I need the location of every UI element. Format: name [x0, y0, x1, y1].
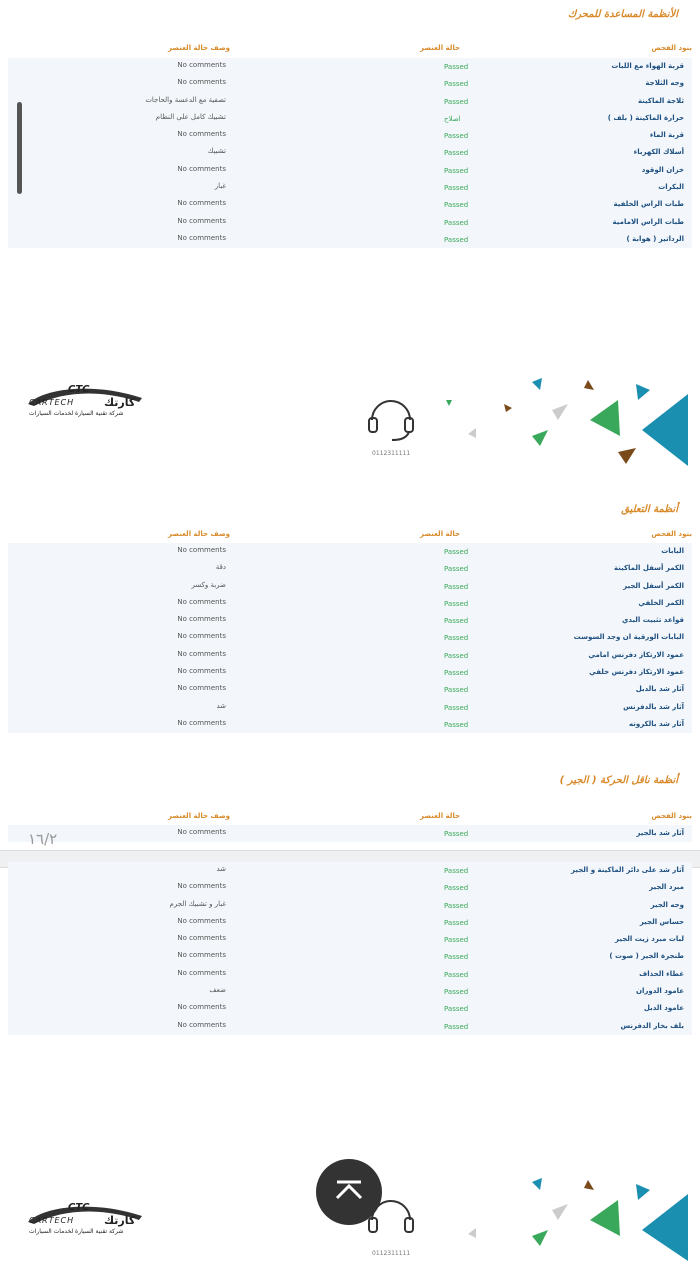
- cell-desc: No comments: [177, 1020, 226, 1029]
- table-row: [8, 948, 692, 965]
- cell-desc: No comments: [177, 882, 226, 891]
- cell-item: حساس الجير: [639, 917, 684, 926]
- cell-item: آثار شد على دائر الماكينة و الجير: [571, 866, 684, 874]
- cell-status: Passed: [444, 686, 469, 695]
- cell-desc: No comments: [177, 632, 226, 641]
- table-row: [8, 1000, 692, 1017]
- table-row: [8, 647, 692, 664]
- page-number: ١٦/٢: [28, 830, 58, 848]
- cell-item: وجه الثلاجة: [645, 79, 684, 88]
- cell-item: الرداتير ( هوابة ): [626, 234, 684, 243]
- cell-item: عمود الارتكاز دفرنس امامي: [588, 650, 684, 659]
- cell-item: عامود الدوران: [636, 987, 684, 996]
- cell-desc: No comments: [177, 597, 226, 606]
- cell-desc: No comments: [177, 951, 226, 960]
- cell-status: Passed: [444, 218, 469, 227]
- table-row: [8, 983, 692, 1000]
- cell-status: Passed: [444, 651, 469, 660]
- table-row: [8, 231, 692, 248]
- cell-item: عمود الارتكاز دفرنس خلفي: [589, 668, 684, 677]
- cell-status: Passed: [444, 184, 469, 193]
- cell-status: Passed: [444, 867, 469, 875]
- table-row: [8, 578, 692, 595]
- cell-status: Passed: [444, 830, 469, 838]
- cell-item: وجه الجير: [650, 900, 684, 909]
- header-item: بنود الفحص: [651, 530, 692, 538]
- cell-desc: No comments: [177, 828, 226, 836]
- cell-status: Passed: [444, 97, 469, 106]
- table-row: [8, 560, 692, 577]
- table-row: [8, 58, 692, 75]
- cell-desc: شد: [216, 865, 226, 873]
- page-footer: CTC كارتك CARTECH شركة تقنية السيارة لخدمات السيارات 0112311111: [0, 370, 700, 480]
- cell-status: Passed: [444, 149, 469, 158]
- table-row: [8, 664, 692, 681]
- cell-status: Passed: [444, 166, 469, 175]
- cell-desc: No comments: [177, 61, 226, 69]
- cell-desc: دقة: [215, 563, 226, 572]
- table-row: [8, 93, 692, 110]
- cell-desc: No comments: [177, 78, 226, 87]
- cell-status: Passed: [444, 548, 469, 556]
- cell-item: البكرات: [658, 183, 684, 192]
- cell-status: Passed: [444, 884, 469, 893]
- suspension-table: [8, 543, 692, 733]
- cell-desc: No comments: [177, 934, 226, 943]
- cell-desc: No comments: [177, 916, 226, 925]
- cell-item: آثار شد بالدبل: [635, 685, 684, 694]
- cell-item: بلف بخار الدفرنس: [620, 1021, 684, 1030]
- cell-item: الكمر أسفل الجير: [623, 581, 684, 590]
- cell-status: Passed: [444, 918, 469, 927]
- cell-status: Passed: [444, 970, 469, 979]
- table-row: [8, 966, 692, 983]
- table-row: [8, 196, 692, 213]
- table-row: [8, 879, 692, 896]
- table-row: [8, 162, 692, 179]
- cell-desc: No comments: [177, 968, 226, 977]
- header-item: بنود الفحص: [651, 44, 692, 52]
- cell-desc: غبار: [214, 182, 226, 191]
- table-row: [8, 699, 692, 716]
- header-status: حالة العنصر: [420, 44, 461, 52]
- table-row: [8, 612, 692, 629]
- table-row: [8, 681, 692, 698]
- headset-icon: [366, 394, 416, 444]
- cell-status: Passed: [444, 703, 469, 712]
- cell-desc: No comments: [177, 164, 226, 173]
- cell-item: آثار شد بالكرونه: [628, 719, 684, 728]
- cell-desc: No comments: [177, 1003, 226, 1012]
- header-desc: وصف حالة العنصر: [168, 812, 230, 820]
- cell-item: طبات الراس الخلفية: [613, 200, 684, 209]
- cell-status: Passed: [444, 953, 469, 962]
- section-title-suspension: أنظمة التعليق: [621, 504, 678, 515]
- decorative-triangles: [440, 370, 700, 480]
- cell-status: Passed: [444, 80, 469, 89]
- header-status: حالة العنصر: [420, 530, 461, 538]
- cell-item: لبات مبرد زيت الجير: [615, 935, 684, 944]
- table-row: [8, 1018, 692, 1035]
- cell-desc: No comments: [177, 667, 226, 676]
- cell-desc: ضعف: [209, 986, 226, 995]
- table-row: [8, 595, 692, 612]
- cell-item: خزان الوقود: [641, 165, 684, 174]
- cell-item: أسلاك الكهرباء: [633, 148, 684, 157]
- cell-status: Passed: [444, 235, 469, 244]
- cell-item: الكمر الخلفي: [638, 598, 684, 607]
- cell-desc: غبار و تشبيك الجرم: [169, 899, 226, 908]
- table-row: [8, 179, 692, 196]
- chevron-up-icon: [334, 1180, 364, 1204]
- cell-status: Passed: [444, 582, 469, 591]
- cell-item: غطاء الحذاف: [639, 969, 684, 978]
- cell-desc: No comments: [177, 233, 226, 242]
- table-row: [8, 543, 692, 560]
- cell-status: Passed: [444, 1022, 469, 1031]
- cell-desc: No comments: [177, 130, 226, 139]
- cell-desc: No comments: [177, 546, 226, 554]
- table-row: [8, 110, 692, 127]
- scroll-to-top-button[interactable]: [316, 1159, 382, 1225]
- cell-desc: No comments: [177, 216, 226, 225]
- cell-desc: No comments: [177, 649, 226, 658]
- cell-status: Passed: [444, 669, 469, 678]
- table-row: [8, 214, 692, 231]
- table-row: [8, 862, 692, 879]
- engine-table: [8, 58, 692, 248]
- cell-desc: تصفية مع الدعسة والحاجات: [145, 95, 226, 104]
- cell-item: قربة الماء: [649, 131, 684, 140]
- table-row: [8, 716, 692, 733]
- cell-desc: ضربة وكسر: [191, 580, 226, 589]
- cell-item: عامود الدبل: [643, 1004, 684, 1013]
- cell-status: Passed: [444, 634, 469, 643]
- cell-item: طبات الراس الامامية: [612, 217, 684, 226]
- cell-status: Passed: [444, 617, 469, 626]
- cell-status: Passed: [444, 132, 469, 141]
- cell-desc: شد: [216, 701, 226, 710]
- cell-status: Passed: [444, 720, 469, 729]
- cell-status: Passed: [444, 63, 469, 71]
- cell-desc: No comments: [177, 684, 226, 693]
- cell-item: قواعد تثبيت البدي: [621, 616, 684, 625]
- phone-number: 0112311111: [372, 450, 411, 457]
- cell-item: البابات الورقية ان وجد السوست: [573, 633, 684, 642]
- cell-desc: تشبيك: [207, 147, 226, 156]
- cell-status: اصلاح: [444, 114, 461, 123]
- header-desc: وصف حالة العنصر: [168, 44, 230, 52]
- cell-desc: تشبيك كامل على النظام: [155, 112, 226, 121]
- cell-status: Passed: [444, 565, 469, 574]
- scrollbar-thumb[interactable]: [17, 102, 22, 194]
- phone-number: 0112311111: [372, 1250, 411, 1257]
- cell-item: البابات: [661, 547, 684, 555]
- cell-desc: No comments: [177, 199, 226, 208]
- cell-item: طنجرة الجير ( صوت ): [609, 952, 684, 961]
- cell-desc: No comments: [177, 615, 226, 624]
- cell-item: آثار شد بالدفرنس: [623, 702, 684, 711]
- table-row: [8, 127, 692, 144]
- section-title-transmission: أنظمة ناقل الحركة ( الجير ): [559, 775, 678, 786]
- table-row: [8, 897, 692, 914]
- decorative-triangles: [440, 1170, 700, 1261]
- cell-item: مبرد الجير: [649, 883, 684, 892]
- transmission-table: [8, 862, 692, 1035]
- cell-item: الكمر أسفل الماكينة: [614, 564, 684, 573]
- header-status: حالة العنصر: [420, 812, 461, 820]
- cell-item: ثلاجة الماكينة: [637, 96, 684, 105]
- table-row: [8, 825, 692, 842]
- table-row: [8, 144, 692, 161]
- cell-status: Passed: [444, 936, 469, 945]
- cell-status: Passed: [444, 988, 469, 997]
- cell-desc: No comments: [177, 718, 226, 727]
- table-row: [8, 914, 692, 931]
- cell-status: Passed: [444, 1005, 469, 1014]
- cell-item: قربة الهواء مع اللبات: [611, 62, 684, 70]
- cell-item: آثار شد بالجير: [636, 829, 684, 837]
- cell-item: حرارة الماكينة ( بلف ): [607, 113, 684, 122]
- section-title-engine: الأنظمة المساعدة للمحرك: [568, 9, 678, 20]
- table-row: [8, 629, 692, 646]
- table-row: [8, 931, 692, 948]
- header-item: بنود الفحص: [651, 812, 692, 820]
- table-row: [8, 75, 692, 92]
- cell-status: Passed: [444, 901, 469, 910]
- transmission-table-top: [8, 825, 692, 842]
- page-footer: CTC كارتك CARTECH شركة تقنية السيارة لخدمات السيارات 0112311111: [0, 1170, 700, 1280]
- cell-status: Passed: [444, 201, 469, 210]
- header-desc: وصف حالة العنصر: [168, 530, 230, 538]
- cell-status: Passed: [444, 599, 469, 608]
